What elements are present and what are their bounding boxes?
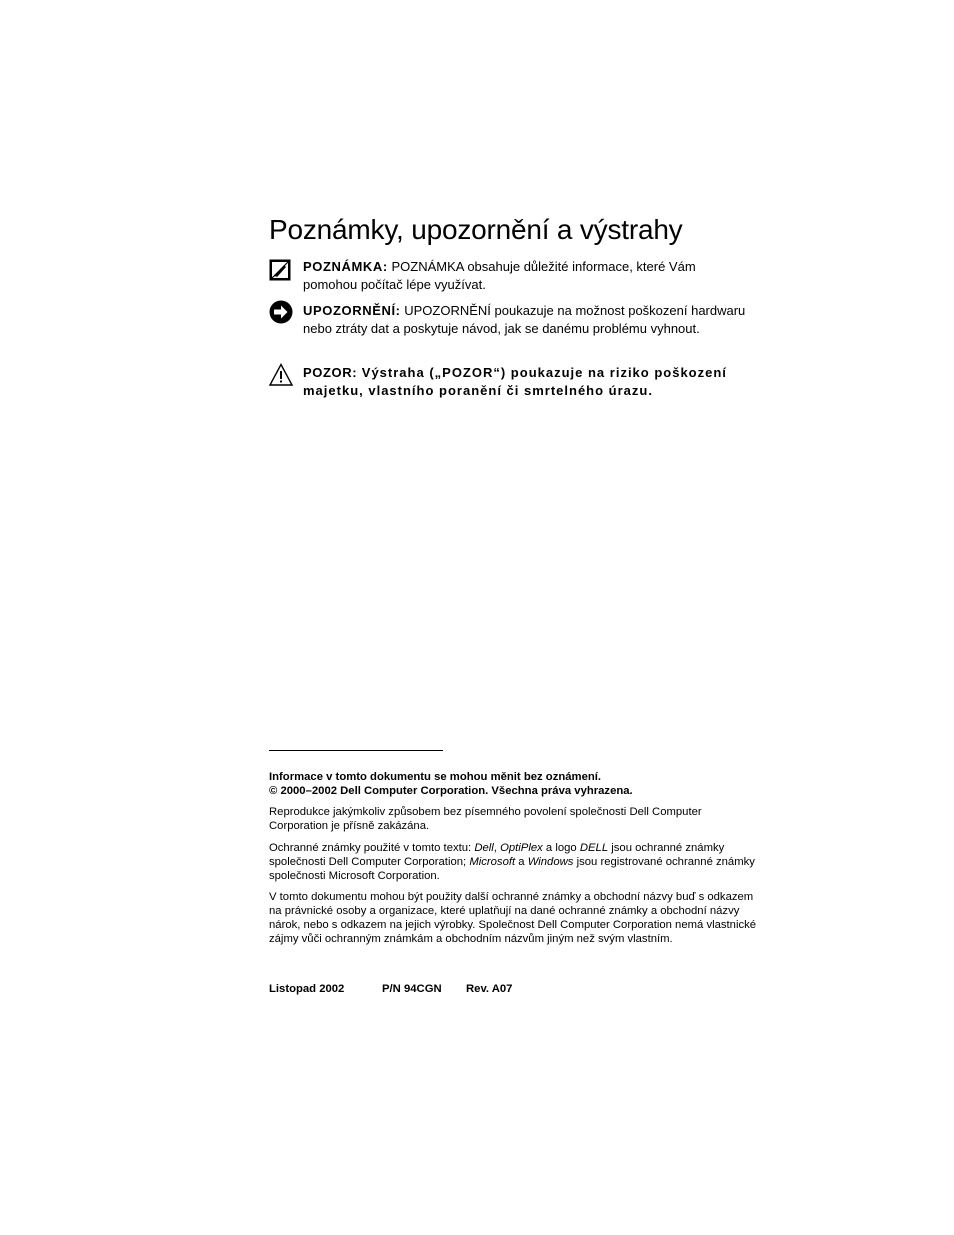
trademarks-text: jsou ochranné známky společnosti Dell Computer Corporation; [269,842,725,868]
trademarks-text: Ochranné známky použité v tomto textu: [269,842,475,854]
trademarks-notice [269,841,759,883]
page-title: Poznámky, upozornění a výstrahy [269,214,683,245]
notice-block [269,302,749,337]
caution-text [303,364,749,399]
trademark-dell: Dell [474,842,494,854]
arrow-circle-icon [269,300,293,324]
trademarks-separator: , [493,842,501,854]
note-text [303,258,749,293]
notice-text [303,302,749,337]
note-label: POZNÁMKA: [303,259,388,274]
trademark-dell-logo: DELL [579,842,609,854]
trademarks-text: a [515,856,528,868]
reproduction-notice: Reprodukce jakýmkoliv způsobem bez písemného povolení společnosti Dell Computer Corporation je přísně zakázána. [269,806,702,832]
document-footer [269,983,512,995]
trademark-optiplex: OptiPlex [500,842,543,854]
notice-label: UPOZORNĚNÍ: [303,303,401,318]
note-block [269,258,749,293]
note-body: POZNÁMKA obsahuje důležité informace, které Vám pomohou počítač lépe využívat. [303,259,696,292]
trademarks-text: a logo [542,842,580,854]
caution-label: POZOR: [303,365,358,380]
legal-info-line: Informace v tomto dokumentu se mohou měnit bez oznámení. [269,771,602,783]
publication-date: Listopad 2002 [269,983,345,995]
divider-rule [269,750,443,751]
other-trademarks-notice: V tomto dokumentu mohou být použity další ochranné známky a obchodní názvy buď s odkazem na právnické osoby a organizace, které uplatňují na dané ochranné známky a obchodní názvy nárok, nebo s odkazem na jejich výrobky. Společnost Dell Computer Corporation nemá vlastnické zájmy vůči ochranným známkám a obchodním názvům jiným než svým vlastním. [269,891,757,945]
notice-body: UPOZORNĚNÍ poukazuje na možnost poškození hardwaru nebo ztráty dat a poskytuje návod, jak se danému problému vyhnout. [303,303,746,336]
trademark-microsoft: Microsoft [469,856,516,868]
warning-triangle-icon [269,363,293,387]
revision: Rev. A07 [466,983,513,995]
copyright-line: © 2000–2002 Dell Computer Corporation. Všechna práva vyhrazena. [269,785,633,797]
note-pencil-icon [269,259,293,283]
part-number: P/N 94CGN [382,983,442,995]
trademarks-text: jsou registrované ochranné známky společnosti Microsoft Corporation. [269,856,755,882]
caution-body: Výstraha („POZOR“) poukazuje na riziko poškození majetku, vlastního poranění či smrtelného úrazu. [303,365,727,398]
caution-block [269,364,749,399]
trademark-windows: Windows [527,856,574,868]
